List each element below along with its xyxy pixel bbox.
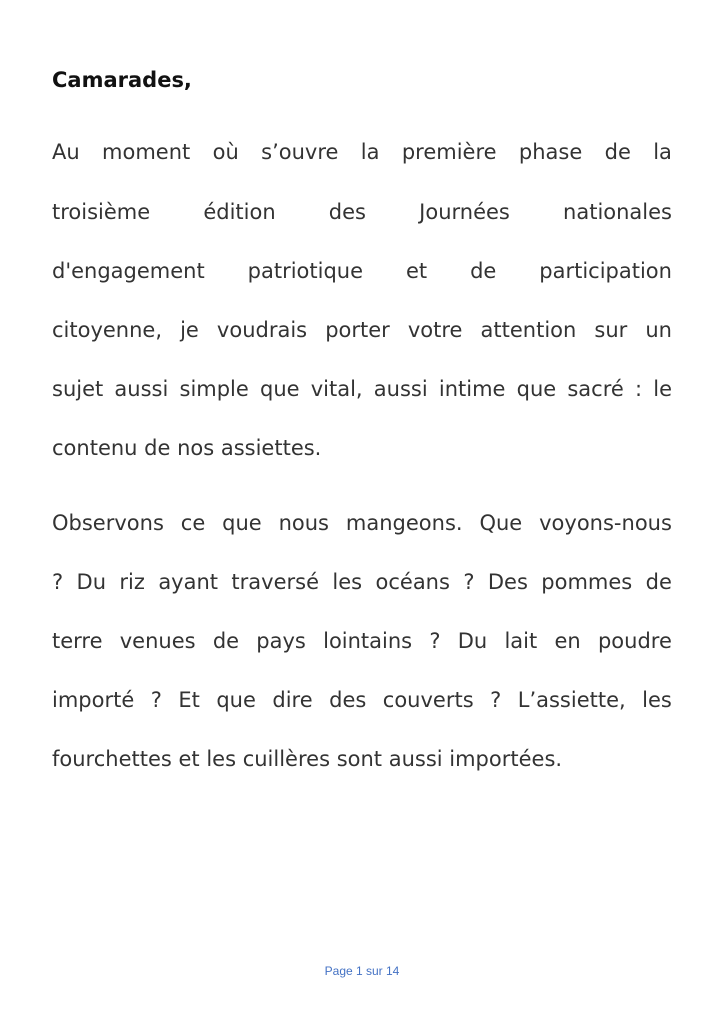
paragraph-2-line-5: fourchettes et les cuillères sont aussi importées.: [52, 747, 563, 771]
paragraph-2-line-2: ? Du riz ayant traversé les océans ? Des pommes de: [52, 570, 672, 594]
salutation: Camarades,: [52, 68, 192, 92]
page-number-footer: Page 1 sur 14: [324, 964, 400, 978]
paragraph-2-line-4: importé ? Et que dire des couverts ? L’assiette, les: [52, 688, 672, 712]
paragraph-1-line-6: contenu de nos assiettes.: [52, 436, 322, 460]
paragraph-1-line-4: citoyenne, je voudrais porter votre attention sur un: [52, 318, 672, 342]
paragraph-1-line-3: d'engagement patriotique et de participation: [52, 259, 672, 283]
paragraph-1-line-5: sujet aussi simple que vital, aussi intime que sacré : le: [52, 377, 672, 401]
paragraph-1-line-1: Au moment où s’ouvre la première phase de la: [52, 140, 672, 164]
paragraph-2-line-1: Observons ce que nous mangeons. Que voyons-nous: [52, 511, 672, 535]
paragraph-1-line-2: troisième édition des Journées nationales: [52, 200, 672, 224]
paragraph-2-line-3: terre venues de pays lointains ? Du lait en poudre: [52, 629, 672, 653]
